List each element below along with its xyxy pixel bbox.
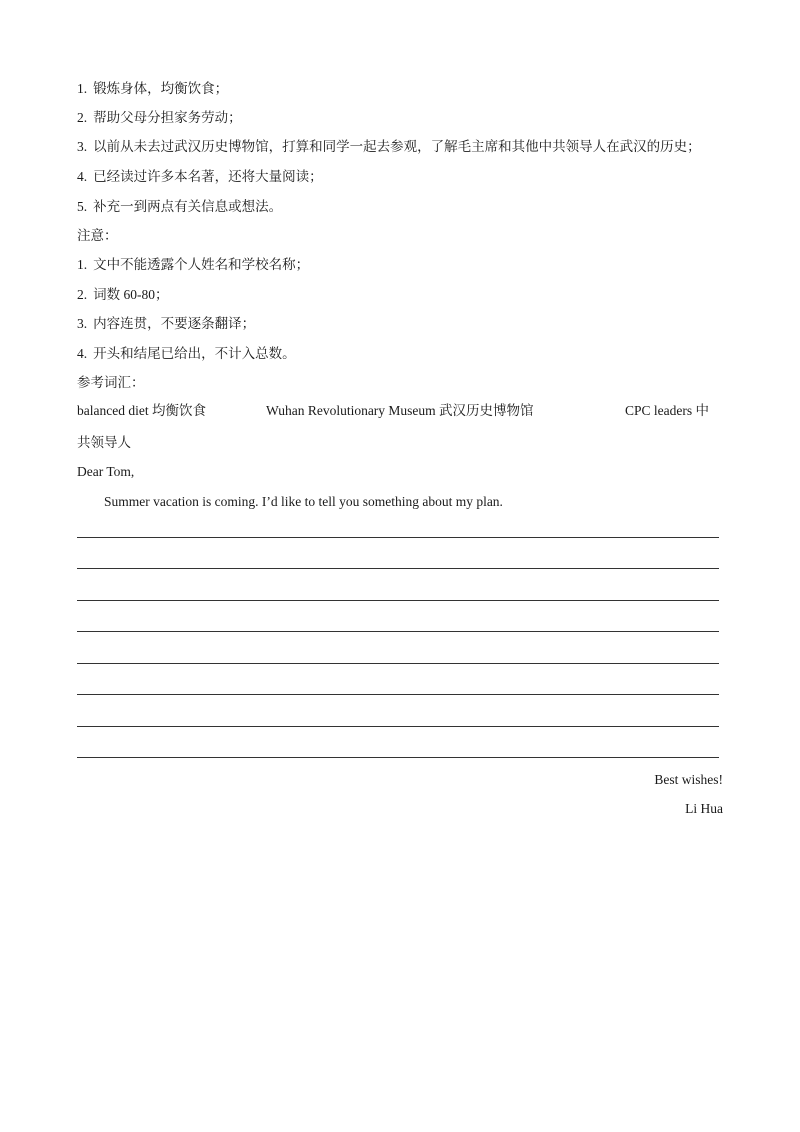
- writing-line[interactable]: [77, 631, 719, 632]
- letter-opening: Summer vacation is coming. I’d like to tell you something about my plan.: [104, 494, 503, 509]
- requirement-text: 帮助父母分担家务劳动；: [93, 110, 242, 125]
- note-number: 4.: [77, 346, 88, 361]
- note-item-2: [77, 286, 169, 304]
- vocab-row: [77, 402, 722, 420]
- note-item-1: [77, 256, 309, 274]
- writing-line[interactable]: [77, 694, 719, 695]
- letter-closing: Best wishes!: [654, 772, 723, 787]
- vocab-item-cpc-leaders: CPC leaders 中: [625, 403, 709, 418]
- writing-line[interactable]: [77, 663, 719, 664]
- writing-line[interactable]: [77, 568, 719, 569]
- letter-greeting: Dear Tom,: [77, 464, 135, 479]
- requirement-number: 3.: [77, 139, 88, 154]
- note-item-4: [77, 345, 296, 363]
- vocab-heading: 参考词汇：: [77, 375, 145, 390]
- requirement-item-2: [77, 109, 242, 127]
- vocab-item-balanced-diet: balanced diet 均衡饮食: [77, 403, 206, 418]
- note-text: 文中不能透露个人姓名和学校名称；: [93, 257, 310, 272]
- requirement-number: 2.: [77, 110, 88, 125]
- requirement-item-5: [77, 198, 282, 216]
- note-number: 3.: [77, 316, 88, 331]
- note-text: 词数 60-80；: [93, 287, 169, 302]
- writing-line[interactable]: [77, 600, 719, 601]
- requirement-item-1: [77, 80, 228, 98]
- letter-signature: Li Hua: [685, 801, 723, 816]
- writing-line[interactable]: [77, 537, 719, 538]
- requirement-item-3: [77, 138, 701, 156]
- requirement-item-4: [77, 168, 323, 186]
- writing-line[interactable]: [77, 757, 719, 758]
- requirement-number: 1.: [77, 81, 88, 96]
- note-text: 内容连贯，不要逐条翻译；: [93, 316, 256, 331]
- note-number: 1.: [77, 257, 88, 272]
- requirement-number: 4.: [77, 169, 88, 184]
- vocab-item-cpc-leaders-continued: 共领导人: [77, 435, 131, 450]
- requirement-number: 5.: [77, 199, 88, 214]
- requirement-text: 以前从未去过武汉历史博物馆，打算和同学一起去参观，了解毛主席和其他中共领导人在武汉的历史；: [93, 139, 701, 154]
- note-item-3: [77, 315, 255, 333]
- vocab-item-museum: Wuhan Revolutionary Museum 武汉历史博物馆: [266, 403, 534, 418]
- writing-line[interactable]: [77, 726, 719, 727]
- requirement-text: 已经读过许多本名著，还将大量阅读；: [93, 169, 323, 184]
- requirement-text: 锻炼身体，均衡饮食；: [93, 81, 229, 96]
- notes-heading: 注意：: [77, 228, 118, 243]
- note-text: 开头和结尾已给出，不计入总数。: [93, 346, 296, 361]
- note-number: 2.: [77, 287, 88, 302]
- requirement-text: 补充一到两点有关信息或想法。: [93, 199, 283, 214]
